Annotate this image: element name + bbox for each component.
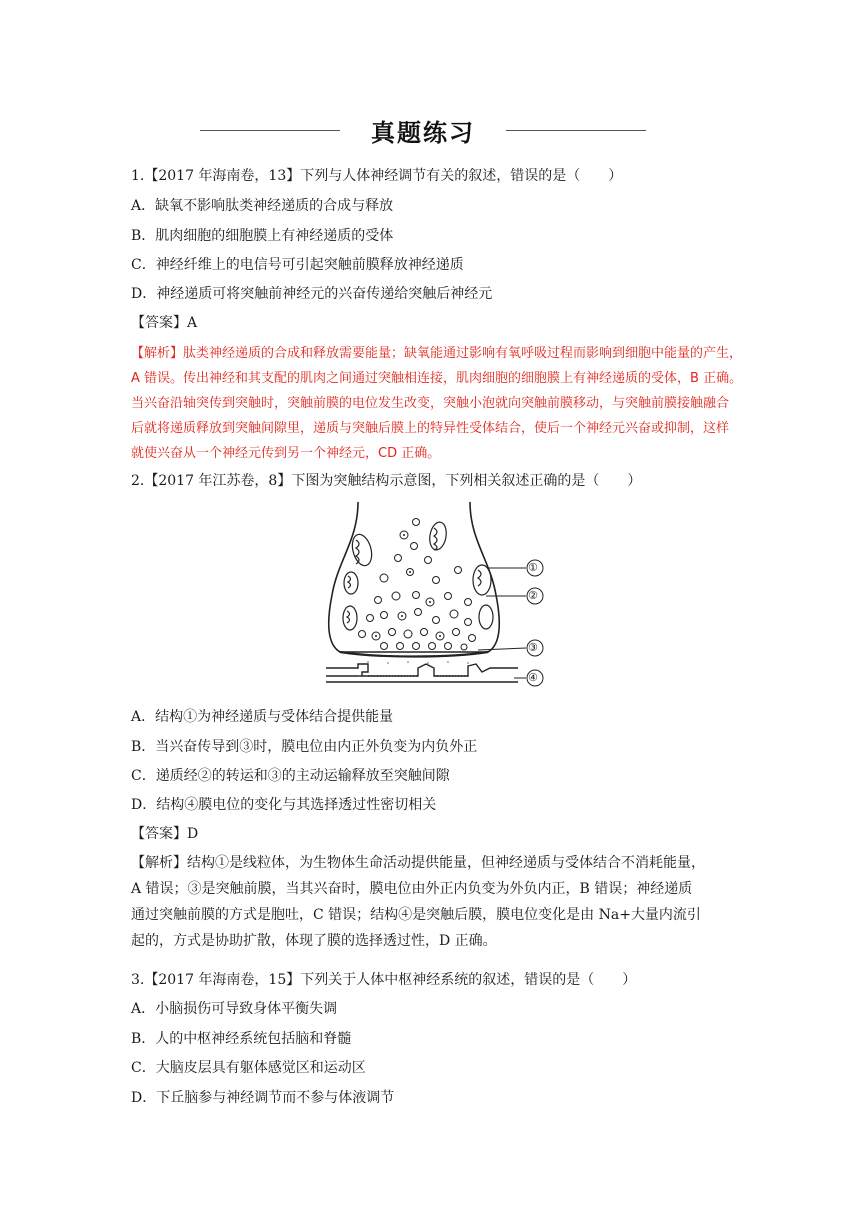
q2-analysis xyxy=(131,850,731,954)
synapse-diagram xyxy=(318,500,558,695)
label-3: ③ xyxy=(528,641,538,654)
q3-option-d: D．下丘脑参与神经调节而不参与体液调节 xyxy=(131,1090,395,1106)
q2-analysis-line: A 错误；③是突触前膜，当其兴奋时，膜电位由外正内负变为外负内正，B 错误；神经递质 xyxy=(131,881,693,897)
q2-answer: 【答案】D xyxy=(131,826,199,842)
q1-analysis-line: 就使兴奋从一个神经元传到另一个神经元，CD 正确。 xyxy=(131,446,441,461)
title-rule-right xyxy=(506,130,646,131)
q1-analysis-line: 后就将递质释放到突触间隙里，递质与突触后膜上的特异性受体结合，使后一个神经元兴奋或抑制，这样 xyxy=(131,421,730,436)
q3-option-a: A．小脑损伤可导致身体平衡失调 xyxy=(131,1001,338,1017)
q2-option-a: A．结构①为神经递质与受体结合提供能量 xyxy=(131,709,394,725)
q2-analysis-line: 通过突触前膜的方式是胞吐，C 错误；结构④是突触后膜，膜电位变化是由 Na+大量内流引 xyxy=(131,907,701,923)
q3-option-b: B．人的中枢神经系统包括脑和脊髓 xyxy=(131,1031,352,1047)
label-2: ② xyxy=(528,589,538,602)
q2-analysis-line: 【解析】结构①是线粒体，为生物体生命活动提供能量，但神经递质与受体结合不消耗能量， xyxy=(131,855,705,871)
q3-stem: 3.【2017 年海南卷，15】下列关于人体中枢神经系统的叙述，错误的是（ ） xyxy=(131,972,637,988)
q1-option-a: A．缺氧不影响肽类神经递质的合成与释放 xyxy=(131,198,394,214)
q1-option-c: C．神经纤维上的电信号可引起突触前膜释放神经递质 xyxy=(131,257,464,273)
q1-option-b: B．肌肉细胞的细胞膜上有神经递质的受体 xyxy=(131,228,394,244)
q1-stem: 1.【2017 年海南卷，13】下列与人体神经调节有关的叙述，错误的是（ ） xyxy=(131,168,623,184)
label-1: ① xyxy=(528,561,538,574)
q1-analysis-line: 【解析】肽类神经递质的合成和释放需要能量；缺氧能通过影响有氧呼吸过程而影响到细胞中能量的产生， xyxy=(131,346,743,361)
postsynaptic-membrane xyxy=(326,664,518,682)
label-leaders xyxy=(478,568,526,678)
section-header xyxy=(200,112,646,148)
synaptic-cleft xyxy=(367,661,469,664)
q2-option-c: C．递质经②的转运和③的主动运输释放至突触间隙 xyxy=(131,768,450,784)
q2-option-d: D．结构④膜电位的变化与其选择透过性密切相关 xyxy=(131,797,437,813)
q1-analysis xyxy=(131,341,743,466)
q2-option-b: B．当兴奋传导到③时，膜电位由内正外负变为内负外正 xyxy=(131,739,478,755)
title-rule-left xyxy=(200,130,340,131)
q2-stem: 2.【2017 年江苏卷，8】下图为突触结构示意图，下列相关叙述正确的是（ ） xyxy=(131,473,642,489)
q1-answer: 【答案】A xyxy=(131,315,198,331)
q3-option-c: C．大脑皮层具有躯体感觉区和运动区 xyxy=(131,1060,366,1076)
q1-analysis-line: 当兴奋沿轴突传到突触时，突触前膜的电位发生改变，突触小泡就向突触前膜移动，与突触前膜接触融合 xyxy=(131,396,730,411)
diagram-labels xyxy=(527,560,543,686)
label-4: ④ xyxy=(528,671,538,684)
q2-analysis-line: 起的，方式是协助扩散，体现了膜的选择透过性，D 正确。 xyxy=(131,933,497,949)
q1-option-d: D．神经递质可将突触前神经元的兴奋传递给突触后神经元 xyxy=(131,286,493,302)
synaptic-vesicles xyxy=(359,519,476,651)
q1-analysis-line: A 错误。传出神经和其支配的肌肉之间通过突触相连接，肌肉细胞的细胞膜上有神经递质的受体，B 正确。 xyxy=(131,371,743,386)
page-title: 真题练习 xyxy=(371,118,475,147)
